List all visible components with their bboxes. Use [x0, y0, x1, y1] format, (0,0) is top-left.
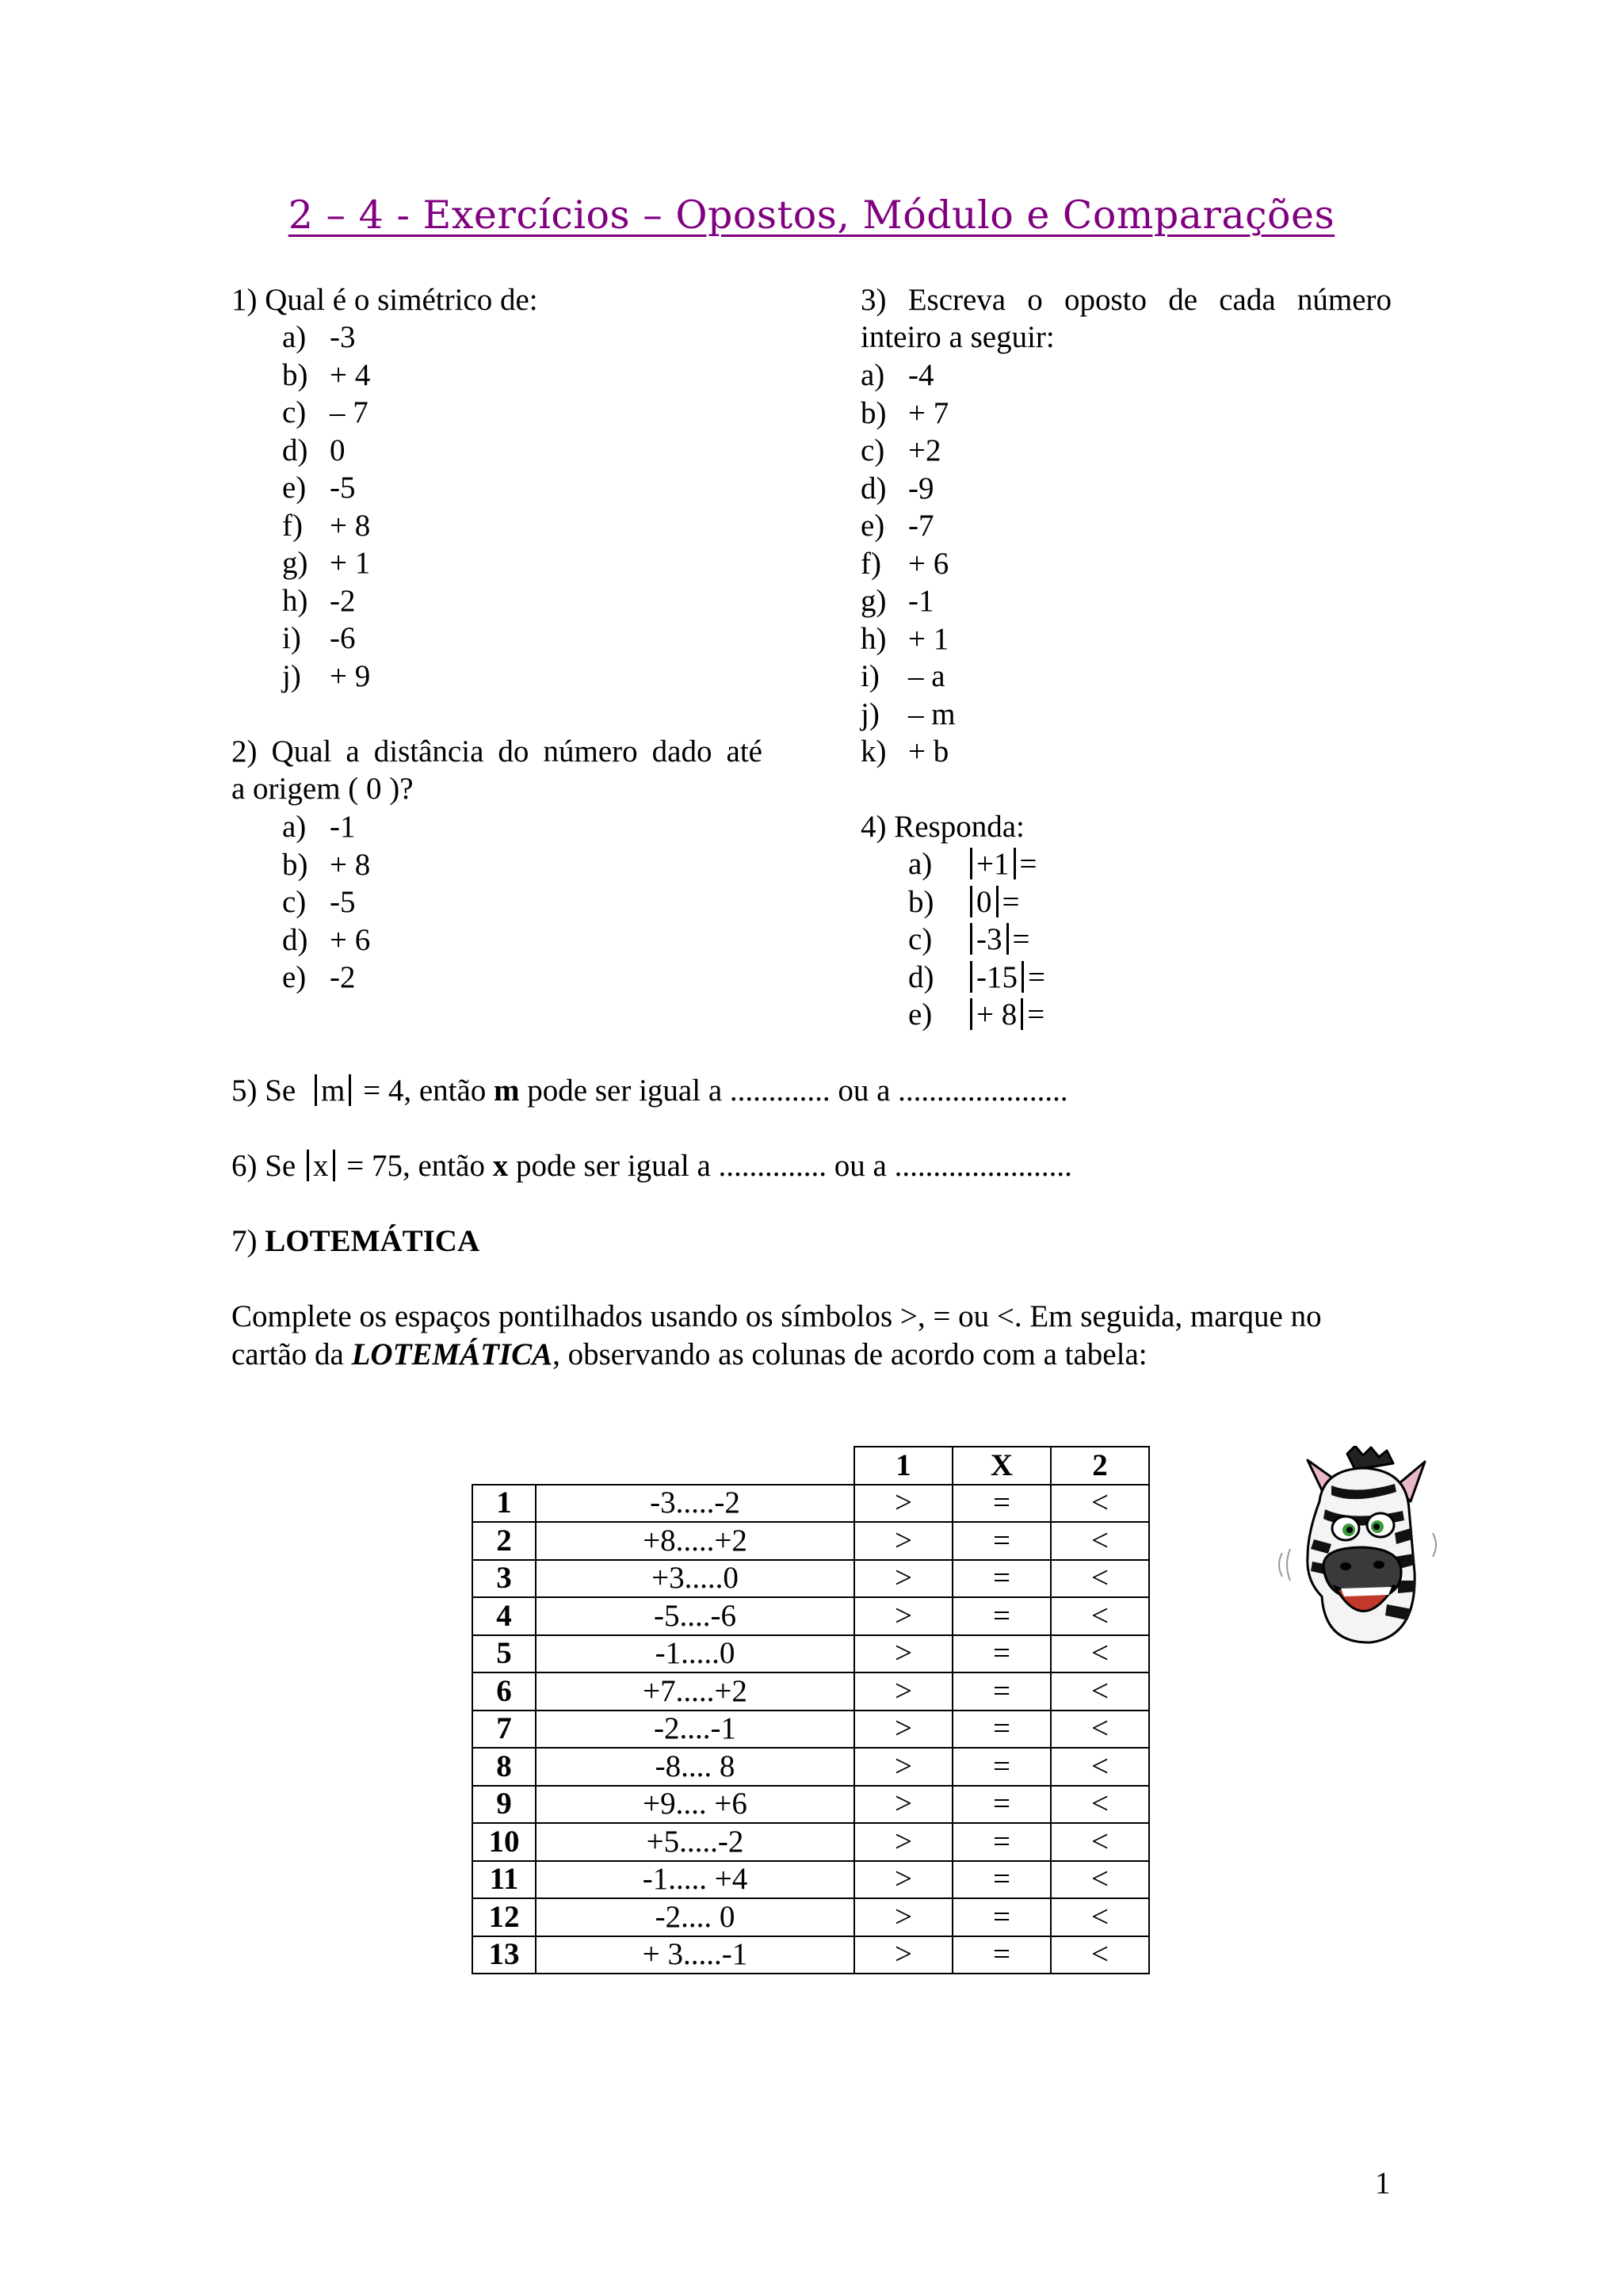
- symbol-cell[interactable]: =: [953, 1861, 1051, 1899]
- item-value: + 6: [908, 546, 949, 581]
- item-label: a): [861, 358, 885, 392]
- item-label: b): [282, 847, 308, 882]
- symbol-cell[interactable]: >: [854, 1560, 953, 1598]
- list-item: [282, 658, 370, 696]
- symbol-cell[interactable]: <: [1051, 1898, 1149, 1936]
- symbol-cell[interactable]: <: [1051, 1597, 1149, 1635]
- item-label: a): [908, 847, 933, 881]
- q6-pre: 6) Se: [231, 1149, 296, 1183]
- abs-bar-right: [333, 1150, 335, 1181]
- symbol-cell[interactable]: >: [854, 1597, 953, 1635]
- item-value: -3: [330, 320, 356, 354]
- item-label: g): [282, 546, 308, 580]
- q2-prompt-line1: 2) Qual a distância do número dado até: [231, 734, 762, 769]
- item-value: -5: [330, 471, 356, 505]
- symbol-cell[interactable]: >: [854, 1485, 953, 1523]
- list-item: [282, 469, 370, 507]
- row-expression: -8.... 8: [536, 1748, 854, 1786]
- q6-mid: = 75, então: [346, 1149, 485, 1183]
- q4-list: [908, 845, 1045, 1034]
- list-item: [908, 921, 1045, 959]
- row-expression: -2....-1: [536, 1711, 854, 1749]
- item-label: e): [861, 509, 885, 543]
- q2-list: [282, 808, 370, 997]
- row-expression: -3.....-2: [536, 1485, 854, 1523]
- symbol-cell[interactable]: =: [953, 1522, 1051, 1560]
- item-label: h): [282, 583, 308, 618]
- row-number: 1: [472, 1485, 536, 1523]
- item-label: d): [861, 471, 887, 505]
- header-col-1: 1: [854, 1447, 953, 1485]
- table-row: [472, 1560, 1149, 1598]
- list-item: [282, 620, 370, 658]
- table-row: [472, 1672, 1149, 1711]
- item-equals: =: [1027, 997, 1045, 1032]
- row-number: 8: [472, 1748, 536, 1786]
- row-expression: +3.....0: [536, 1560, 854, 1598]
- list-item: [861, 470, 956, 508]
- abs-bar-right: [349, 1074, 351, 1106]
- symbol-cell[interactable]: =: [953, 1786, 1051, 1824]
- item-value: -1: [330, 810, 356, 844]
- list-item: [861, 545, 956, 583]
- item-value: -9: [908, 471, 934, 505]
- list-item: [861, 432, 956, 470]
- q4-prompt: 4) Responda:: [861, 810, 1025, 844]
- page-title: 2 – 4 - Exercícios – Opostos, Módulo e Comparações: [288, 193, 1335, 238]
- q5-var: m: [321, 1074, 346, 1108]
- symbol-cell[interactable]: =: [953, 1597, 1051, 1635]
- row-number: 4: [472, 1597, 536, 1635]
- row-number: 13: [472, 1936, 536, 1974]
- row-expression: +9.... +6: [536, 1786, 854, 1824]
- item-equals: =: [1019, 847, 1037, 881]
- item-label: k): [861, 734, 887, 769]
- list-item: [282, 432, 370, 470]
- list-item: [861, 733, 956, 771]
- list-item: [861, 658, 956, 696]
- item-value: +1: [976, 847, 1010, 881]
- q5-mid: = 4, então: [363, 1074, 487, 1108]
- q1-list: [282, 318, 370, 695]
- item-label: i): [282, 621, 301, 655]
- list-item: [908, 845, 1045, 883]
- item-value: 0: [976, 884, 992, 919]
- list-item: [861, 696, 956, 734]
- list-item: [282, 582, 370, 620]
- page-number: 1: [1375, 2166, 1391, 2200]
- item-equals: =: [1012, 922, 1030, 956]
- item-label: d): [282, 433, 308, 467]
- item-label: e): [282, 960, 307, 994]
- q5-line: [231, 1072, 1068, 1110]
- symbol-cell[interactable]: =: [953, 1936, 1051, 1974]
- item-value: -6: [330, 621, 356, 655]
- item-value: – m: [908, 696, 956, 731]
- item-value: + 7: [908, 395, 949, 430]
- item-label: g): [861, 584, 887, 618]
- row-number: 7: [472, 1711, 536, 1749]
- symbol-cell[interactable]: <: [1051, 1635, 1149, 1673]
- symbol-cell[interactable]: <: [1051, 1936, 1149, 1974]
- q6-post: pode ser igual a .............. ou a .......................: [515, 1149, 1072, 1183]
- item-label: b): [282, 357, 308, 392]
- symbol-cell[interactable]: >: [854, 1635, 953, 1673]
- list-item: [282, 959, 370, 997]
- item-value: 0: [330, 433, 346, 467]
- row-number: 5: [472, 1635, 536, 1673]
- q3-prompt-line2: inteiro a seguir:: [861, 320, 1055, 354]
- symbol-cell[interactable]: =: [953, 1560, 1051, 1598]
- q6-var: x: [313, 1149, 329, 1183]
- item-label: e): [282, 471, 307, 505]
- list-item: [282, 507, 370, 545]
- row-number: 2: [472, 1522, 536, 1560]
- list-item: [282, 921, 370, 959]
- row-number: 3: [472, 1560, 536, 1598]
- symbol-cell[interactable]: =: [953, 1823, 1051, 1861]
- list-item: [861, 395, 956, 433]
- lotematica-table: [472, 1446, 1150, 1974]
- item-label: b): [861, 395, 887, 430]
- list-item: [861, 582, 956, 620]
- symbol-cell[interactable]: >: [854, 1861, 953, 1899]
- q6-line: [231, 1147, 1072, 1185]
- symbol-cell[interactable]: >: [854, 1711, 953, 1749]
- item-label: c): [908, 922, 933, 956]
- item-value: + 6: [330, 922, 371, 957]
- list-item: [282, 394, 370, 432]
- symbol-cell[interactable]: >: [854, 1522, 953, 1560]
- table-row: [472, 1786, 1149, 1824]
- symbol-cell[interactable]: =: [953, 1635, 1051, 1673]
- list-item: [282, 846, 370, 884]
- abs-bar-left: [970, 886, 972, 917]
- item-value: -3: [976, 922, 1002, 956]
- symbol-cell[interactable]: <: [1051, 1786, 1149, 1824]
- table-row: [472, 1485, 1149, 1523]
- symbol-cell[interactable]: >: [854, 1672, 953, 1711]
- row-number: 6: [472, 1672, 536, 1711]
- row-number: 12: [472, 1898, 536, 1936]
- symbol-cell[interactable]: >: [854, 1748, 953, 1786]
- abs-bar-right: [996, 886, 999, 917]
- q7-em-lotematica: LOTEMÁTICA: [351, 1337, 553, 1371]
- abs-bar-left: [970, 848, 972, 879]
- item-label: c): [282, 885, 307, 919]
- item-value: – 7: [330, 395, 369, 429]
- row-number: 9: [472, 1786, 536, 1824]
- abs-bar-right: [1006, 923, 1009, 955]
- item-value: + 4: [330, 357, 371, 392]
- row-number: 10: [472, 1823, 536, 1861]
- item-label: a): [282, 320, 307, 354]
- q2-prompt-line2: a origem ( 0 )?: [231, 772, 414, 806]
- item-value: + b: [908, 734, 949, 769]
- item-label: a): [282, 810, 307, 844]
- item-label: c): [282, 395, 307, 429]
- item-label: c): [861, 433, 885, 467]
- abs-bar-left: [315, 1074, 317, 1106]
- abs-bar-left: [307, 1150, 309, 1181]
- item-value: + 8: [330, 508, 371, 543]
- symbol-cell[interactable]: <: [1051, 1861, 1149, 1899]
- symbol-cell[interactable]: <: [1051, 1711, 1149, 1749]
- header-col-2: 2: [1051, 1447, 1149, 1485]
- abs-bar-right: [1021, 998, 1023, 1030]
- item-value: -7: [908, 509, 934, 543]
- list-item: [282, 357, 370, 395]
- list-item: [908, 883, 1045, 921]
- q7-heading-line: [231, 1222, 479, 1261]
- row-expression: -1.....0: [536, 1635, 854, 1673]
- item-equals: =: [1002, 884, 1020, 919]
- item-label: j): [861, 696, 880, 731]
- item-value: -2: [330, 583, 356, 618]
- symbol-cell[interactable]: =: [953, 1898, 1051, 1936]
- symbol-cell[interactable]: =: [953, 1485, 1051, 1523]
- item-value: -15: [976, 959, 1018, 994]
- q6-bold-var: x: [492, 1149, 509, 1183]
- symbol-cell[interactable]: <: [1051, 1522, 1149, 1560]
- table-row: [472, 1522, 1149, 1560]
- abs-bar-right: [1014, 848, 1016, 879]
- table-row: [472, 1711, 1149, 1749]
- item-value: -1: [908, 584, 934, 618]
- list-item: [908, 996, 1045, 1034]
- list-item: [282, 808, 370, 846]
- q5-post: pode ser igual a ............. ou a ......................: [527, 1074, 1068, 1108]
- abs-bar-left: [970, 923, 972, 955]
- table-row: [472, 1823, 1149, 1861]
- item-value: -4: [908, 358, 934, 392]
- table-header-row: [472, 1447, 1149, 1485]
- list-item: [282, 544, 370, 582]
- item-label: i): [861, 659, 880, 693]
- item-label: h): [861, 621, 887, 656]
- symbol-cell[interactable]: >: [854, 1823, 953, 1861]
- abs-bar-left: [970, 961, 972, 993]
- q3-prompt-line1: 3) Escreva o oposto de cada número: [861, 283, 1392, 317]
- row-expression: +5.....-2: [536, 1823, 854, 1861]
- header-col-x: X: [953, 1447, 1051, 1485]
- list-item: [282, 318, 370, 357]
- row-expression: -5....-6: [536, 1597, 854, 1635]
- symbol-cell[interactable]: =: [953, 1711, 1051, 1749]
- item-label: j): [282, 658, 301, 693]
- symbol-cell[interactable]: =: [953, 1748, 1051, 1786]
- list-item: [861, 507, 956, 545]
- table-row: [472, 1635, 1149, 1673]
- symbol-cell[interactable]: <: [1051, 1748, 1149, 1786]
- symbol-cell[interactable]: <: [1051, 1823, 1149, 1861]
- symbol-cell[interactable]: >: [854, 1898, 953, 1936]
- item-value: -2: [330, 960, 356, 994]
- q5-pre: 5) Se: [231, 1074, 296, 1108]
- table-row: [472, 1936, 1149, 1974]
- q7-instructions-line1: Complete os espaços pontilhados usando os símbolos >, = ou <. Em seguida, marque no: [231, 1299, 1322, 1333]
- table-row: [472, 1898, 1149, 1936]
- table-row: [472, 1861, 1149, 1899]
- symbol-cell[interactable]: >: [854, 1786, 953, 1824]
- row-expression: + 3.....-1: [536, 1936, 854, 1974]
- item-label: b): [908, 884, 934, 919]
- table-row: [472, 1748, 1149, 1786]
- q1-prompt: 1) Qual é o simétrico de:: [231, 283, 538, 317]
- symbol-cell[interactable]: <: [1051, 1560, 1149, 1598]
- item-value: + 8: [976, 997, 1018, 1032]
- item-value: -5: [330, 885, 356, 919]
- row-expression: -1..... +4: [536, 1861, 854, 1899]
- row-expression: +7.....+2: [536, 1672, 854, 1711]
- row-expression: +8.....+2: [536, 1522, 854, 1560]
- list-item: [861, 357, 956, 395]
- symbol-cell[interactable]: <: [1051, 1672, 1149, 1711]
- symbol-cell[interactable]: <: [1051, 1485, 1149, 1523]
- symbol-cell[interactable]: =: [953, 1672, 1051, 1711]
- item-value: +2: [908, 433, 941, 467]
- q7-instructions-line2: cartão da LOTEMÁTICA, observando as colunas de acordo com a tabela:: [231, 1337, 1148, 1371]
- item-value: + 8: [330, 847, 371, 882]
- item-label: d): [908, 959, 934, 994]
- list-item: [282, 883, 370, 921]
- item-value: + 1: [908, 621, 949, 656]
- item-equals: =: [1028, 959, 1045, 994]
- table-row: [472, 1597, 1149, 1635]
- q3-list: [861, 357, 956, 771]
- list-item: [861, 620, 956, 658]
- abs-bar-right: [1022, 961, 1024, 993]
- item-value: – a: [908, 659, 945, 693]
- item-label: e): [908, 997, 933, 1032]
- symbol-cell[interactable]: >: [854, 1936, 953, 1974]
- q7-heading: LOTEMÁTICA: [265, 1224, 480, 1258]
- item-label: d): [282, 922, 308, 957]
- item-label: f): [282, 508, 303, 543]
- q7-number: 7): [231, 1224, 258, 1258]
- q5-bold-var: m: [494, 1074, 520, 1108]
- row-expression: -2.... 0: [536, 1898, 854, 1936]
- item-label: f): [861, 546, 881, 581]
- item-value: + 1: [330, 546, 371, 580]
- list-item: [908, 959, 1045, 997]
- item-value: + 9: [330, 658, 371, 693]
- zebra-cartoon-icon: [1276, 1446, 1450, 1648]
- abs-bar-left: [970, 998, 972, 1030]
- row-number: 11: [472, 1861, 536, 1899]
